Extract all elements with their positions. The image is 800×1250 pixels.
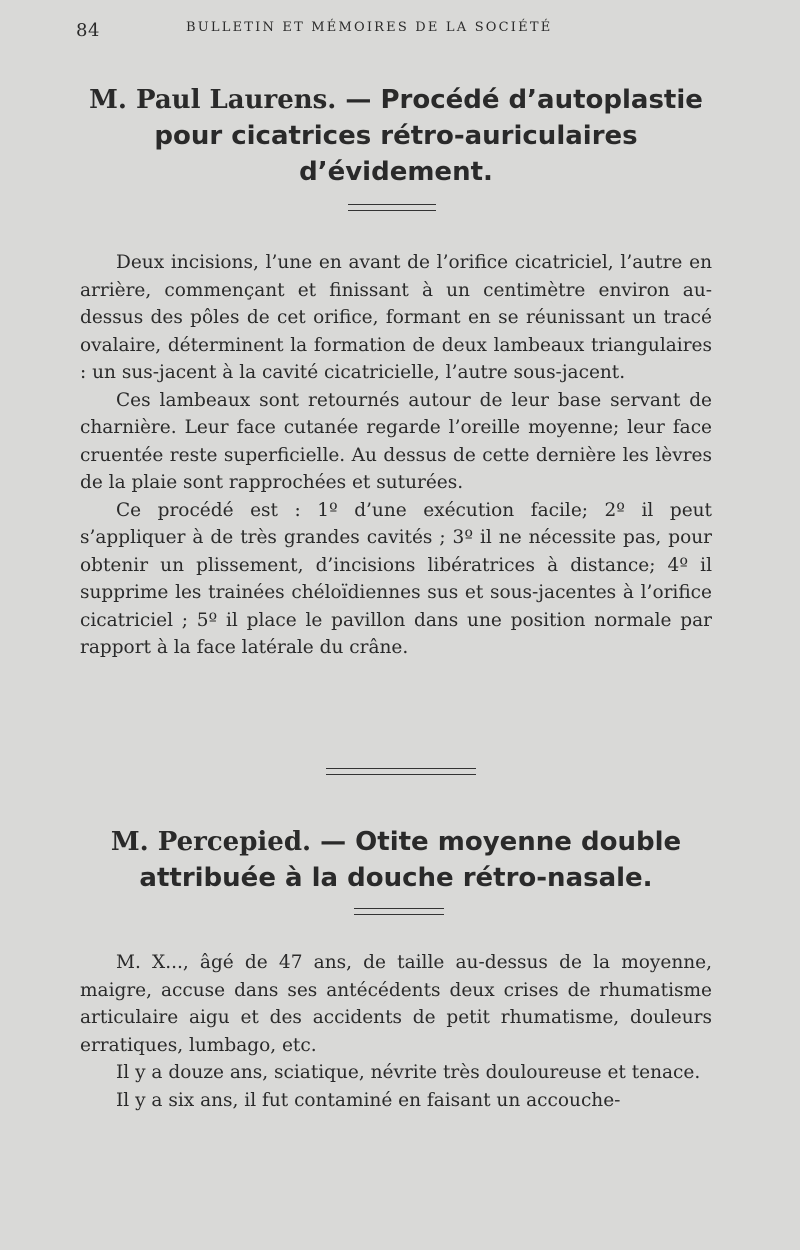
title-line-1: — Otite moyenne double [320, 827, 682, 857]
running-head [76, 16, 760, 40]
paragraph: Deux incisions, l’une en avant de l’orifice cicatriciel, l’autre en arrière, commençant et finissant à un centimètre environ au-dessus des pôles de cet orifice, formant en se réunissant un tracé ovalaire, déterminent la formation de deux lambeaux triangulaires : un sus-jacent à la cavité cicatricielle, l’autre sous-jacent. [80, 252, 712, 383]
paragraph: Il y a douze ans, sciatique, névrite très douloureuse et tenace. [116, 1062, 701, 1083]
article-laurens [80, 82, 712, 662]
title-line-1: — Procédé d’autoplastie [345, 85, 703, 115]
journal-title: BULLETIN ET MÉMOIRES DE LA SOCIÉTÉ [186, 20, 553, 35]
title-line-3: d’évidement. [299, 157, 493, 187]
title-line-2: pour cicatrices rétro-auriculaires [154, 121, 638, 151]
paragraph: M. X..., âgé de 47 ans, de taille au-dessus de la moyenne, maigre, accuse dans ses antécédents deux crises de rhumatisme articulaire aigu et des accidents de petit rhumatisme, douleurs erratiques, lumbago, etc. [80, 952, 712, 1056]
title-rule [354, 908, 444, 915]
article-title [80, 82, 712, 190]
title-line-2: attribuée à la douche rétro-nasale. [139, 863, 653, 893]
article-percepied [80, 824, 712, 1114]
paragraph: Ces lambeaux sont retournés autour de leur base servant de charnière. Leur face cutanée regarde l’oreille moyenne; leur face cruentée reste superficielle. Au dessus de cette dernière les lèvres de la plaie sont rapprochées et suturées. [80, 389, 712, 493]
article-body [80, 949, 712, 1114]
article-title [80, 824, 712, 896]
section-separator [326, 768, 476, 775]
article-body [80, 249, 712, 662]
paragraph: Il y a six ans, il fut contaminé en faisant un accouche- [116, 1089, 621, 1111]
article-author: M. Percepied. [110, 827, 312, 857]
title-rule [348, 204, 436, 211]
article-author: M. Paul Laurens. [89, 85, 337, 115]
page-number: 84 [76, 20, 100, 41]
paragraph: Ce procédé est : 1º d’une exécution facile; 2º il peut s’appliquer à de très grandes cavités ; 3º il ne nécessite pas, pour obtenir un plissement, d’incisions libératrices à distance; 4º il supprime les trainées chéloïdiennes sus et sous-jacentes à l’orifice cicatriciel ; 5º il place le pavillon dans une position normale par rapport à la face latérale du crâne. [80, 499, 712, 658]
